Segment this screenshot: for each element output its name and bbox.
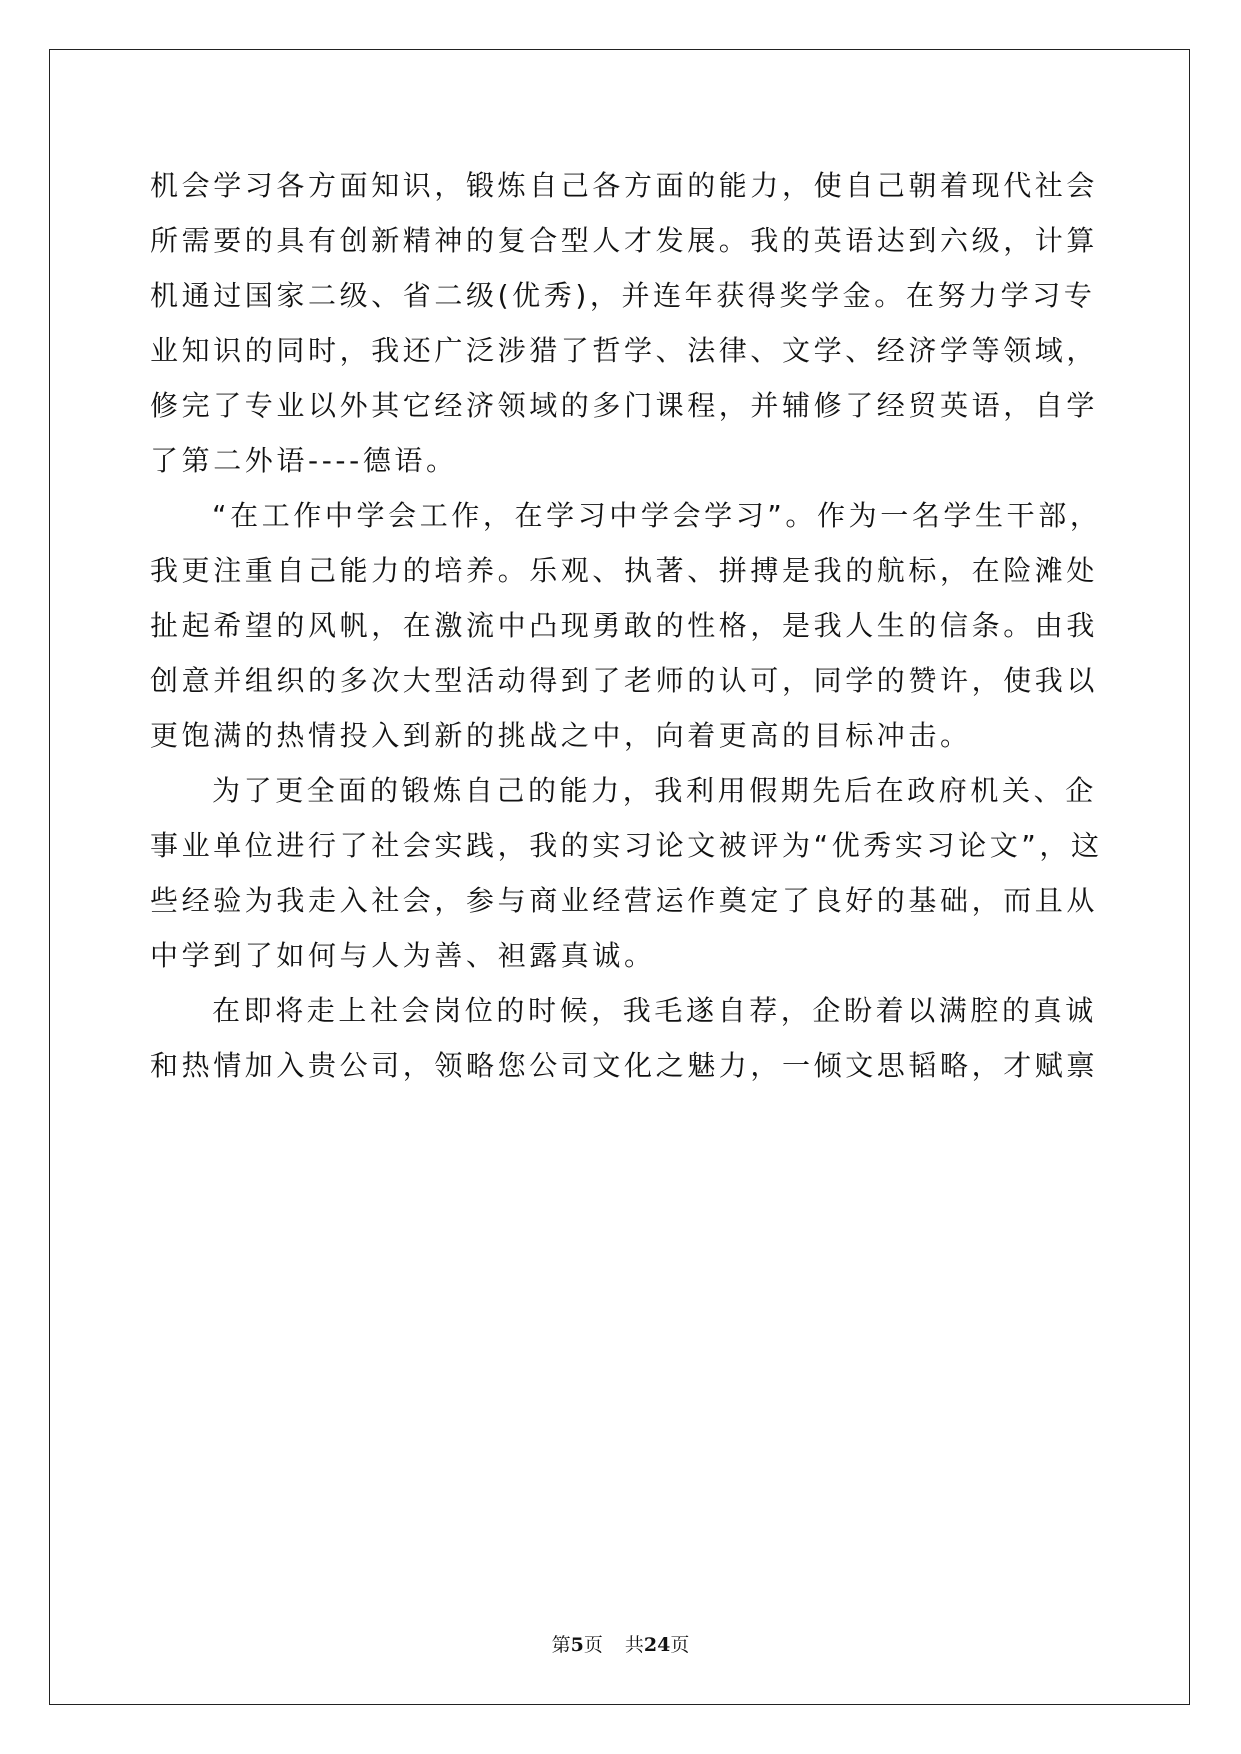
page-footer	[0, 1630, 1241, 1657]
total-prefix: 共	[624, 1634, 644, 1656]
total-pages: 24	[643, 1634, 671, 1656]
text-line: 所需要的具有创新精神的复合型人才发展。我的英语达到六级，计算	[150, 224, 1099, 257]
text-line: 机会学习各方面知识，锻炼自己各方面的能力，使自己朝着现代社会	[150, 169, 1099, 202]
text-line: 机通过国家二级、省二级(优秀)，并连年获得奖学金。在努力学习专	[150, 279, 1096, 312]
text-line: 为了更全面的锻炼自己的能力，我利用假期先后在政府机关、企	[212, 774, 1097, 807]
text-line: 些经验为我走入社会，参与商业经营运作奠定了良好的基础，而且从	[150, 884, 1099, 917]
text-line: 和热情加入贵公司，领略您公司文化之魅力，一倾文思韬略，才赋禀	[150, 1049, 1099, 1082]
text-line: 在即将走上社会岗位的时候，我毛遂自荐，企盼着以满腔的真诚	[212, 994, 1097, 1027]
text-line: 了第二外语----德语。	[150, 444, 458, 477]
text-line: 事业单位进行了社会实践，我的实习论文被评为“优秀实习论文”，这	[150, 829, 1103, 862]
text-line: 创意并组织的多次大型活动得到了老师的认可，同学的赞许，使我以	[150, 664, 1099, 697]
text-line: 中学到了如何与人为善、袒露真诚。	[150, 939, 656, 972]
text-line: 我更注重自己能力的培养。乐观、执著、拼搏是我的航标，在险滩处	[150, 554, 1099, 587]
text-line: 业知识的同时，我还广泛涉猎了哲学、法律、文学、经济学等领域，	[150, 334, 1099, 367]
page-suffix: 页	[583, 1634, 603, 1656]
page-number: 5	[570, 1634, 584, 1656]
document-body	[150, 158, 1103, 1093]
text-line: 更饱满的热情投入到新的挑战之中，向着更高的目标冲击。	[150, 719, 972, 752]
text-line: 修完了专业以外其它经济领域的多门课程，并辅修了经贸英语，自学	[150, 389, 1099, 422]
text-line: “在工作中学会工作，在学习中学会学习”。作为一名学生干部，	[212, 499, 1102, 532]
text-line: 扯起希望的风帆，在激流中凸现勇敢的性格，是我人生的信条。由我	[150, 609, 1099, 642]
page-prefix: 第	[551, 1634, 571, 1656]
total-suffix: 页	[670, 1634, 690, 1656]
